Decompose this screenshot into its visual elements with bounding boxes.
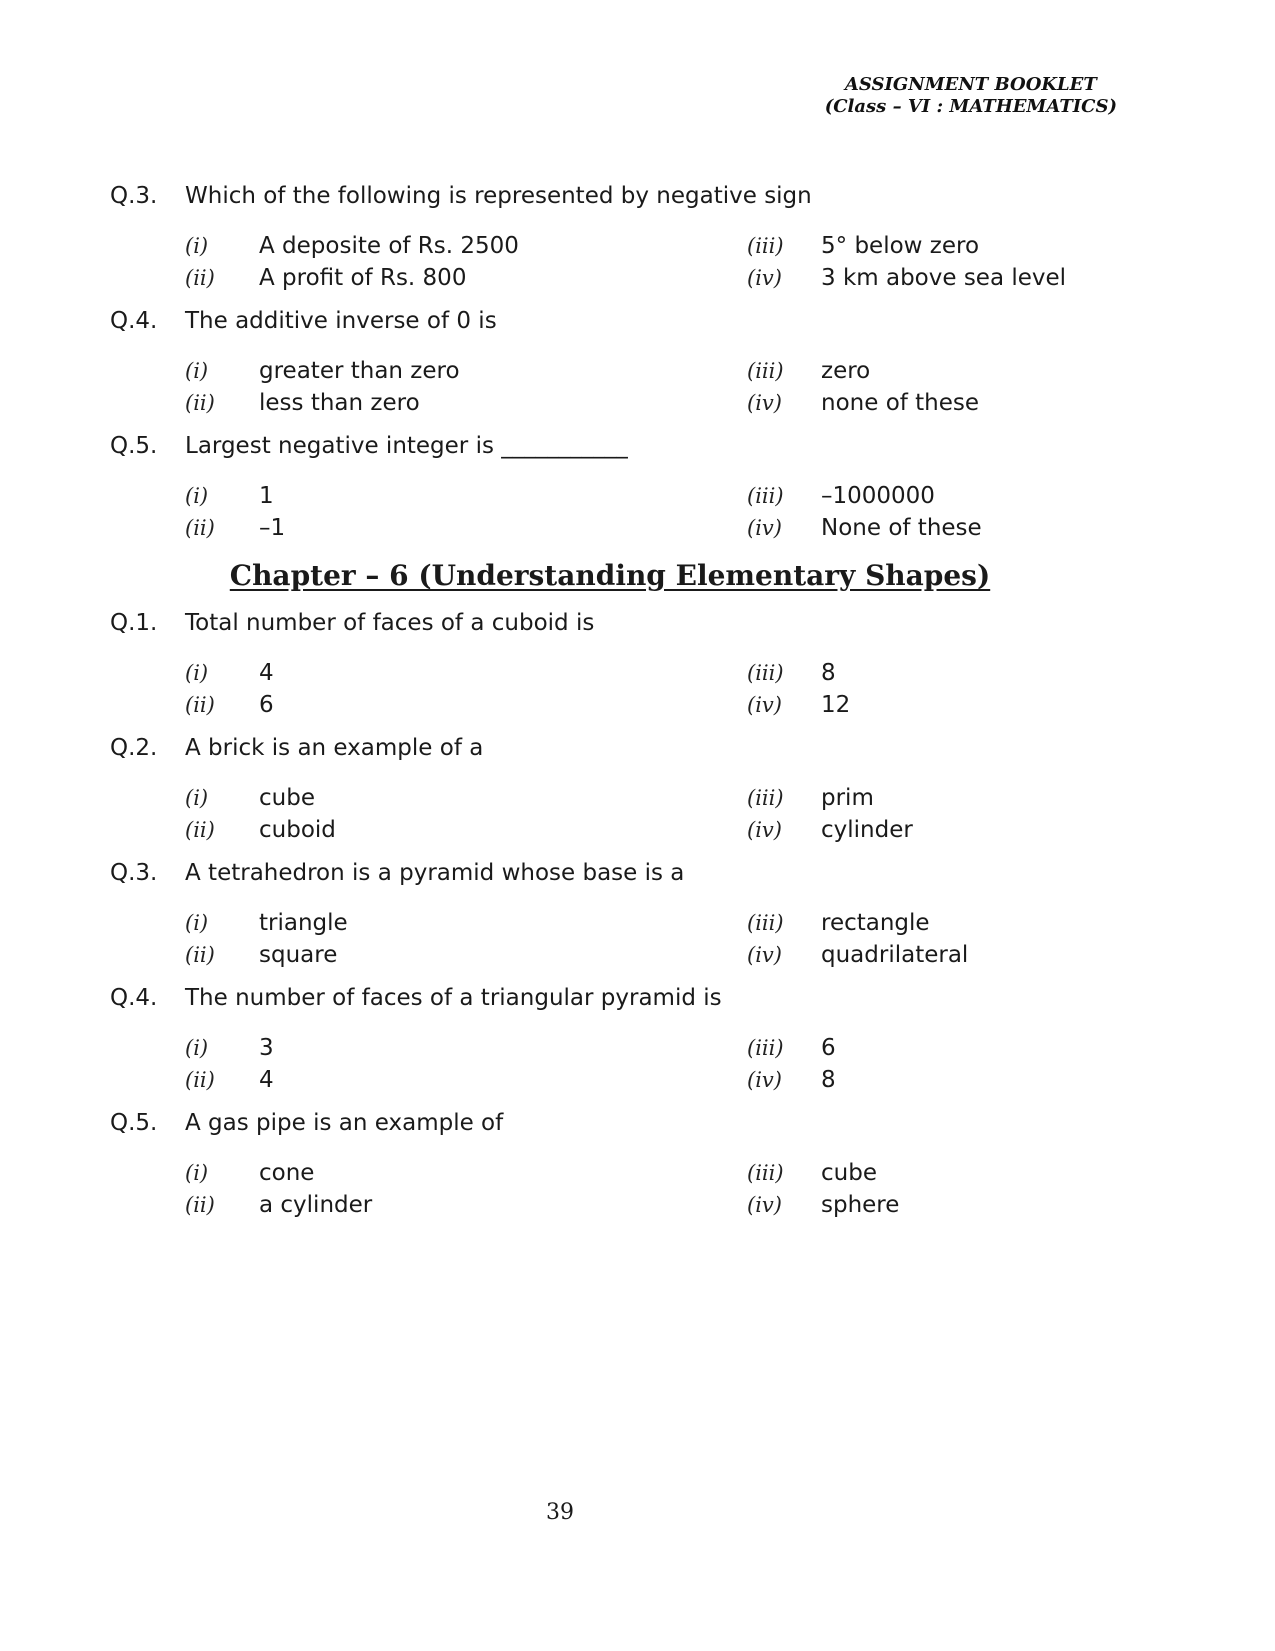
option-text: a cylinder bbox=[259, 1192, 373, 1218]
option-number: (iii) bbox=[747, 911, 784, 935]
option-text: None of these bbox=[821, 515, 982, 541]
options-grid bbox=[110, 782, 1110, 846]
option-number: (i) bbox=[185, 234, 209, 258]
question bbox=[110, 983, 1110, 1013]
question-text: A brick is an example of a bbox=[185, 735, 484, 761]
question-item bbox=[110, 608, 1110, 721]
option-text: –1000000 bbox=[821, 483, 935, 509]
header-title: ASSIGNMENT BOOKLET bbox=[844, 74, 1097, 95]
option-number: (i) bbox=[185, 911, 209, 935]
option-text: less than zero bbox=[259, 390, 420, 416]
option-text: cube bbox=[821, 1160, 877, 1186]
question-number: Q.5. bbox=[110, 433, 158, 459]
option-number: (ii) bbox=[185, 693, 215, 717]
question-item bbox=[110, 733, 1110, 846]
options-grid bbox=[110, 1032, 1110, 1096]
option-number: (iv) bbox=[747, 693, 782, 717]
question-number: Q.2. bbox=[110, 735, 158, 761]
option-text: cuboid bbox=[259, 817, 336, 843]
option-number: (i) bbox=[185, 484, 209, 508]
option-number: (ii) bbox=[185, 1193, 215, 1217]
chapter-heading: Chapter – 6 (Understanding Elementary Shapes) bbox=[229, 559, 991, 592]
option-text: square bbox=[259, 942, 338, 968]
question-text: A gas pipe is an example of bbox=[185, 1110, 504, 1136]
option-number: (iv) bbox=[747, 943, 782, 967]
option-text: A profit of Rs. 800 bbox=[259, 265, 467, 291]
option-text: 4 bbox=[259, 1067, 274, 1093]
options-grid bbox=[110, 907, 1110, 971]
question-text: The additive inverse of 0 is bbox=[185, 308, 497, 334]
option-text: –1 bbox=[259, 515, 286, 541]
option-number: (iii) bbox=[747, 661, 784, 685]
question-text: Largest negative integer is ___________ bbox=[185, 433, 628, 459]
page-content bbox=[110, 181, 1110, 1233]
option-number: (iii) bbox=[747, 484, 784, 508]
option-text: 5° below zero bbox=[821, 233, 980, 259]
header-subtitle: (Class – VI : MATHEMATICS) bbox=[824, 96, 1117, 117]
question-block-1 bbox=[110, 181, 1110, 544]
question-number: Q.3. bbox=[110, 860, 158, 886]
question-item bbox=[110, 858, 1110, 971]
option-number: (iv) bbox=[747, 1068, 782, 1092]
question bbox=[110, 858, 1110, 888]
option-text: 1 bbox=[259, 483, 274, 509]
option-number: (i) bbox=[185, 1036, 209, 1060]
option-text: greater than zero bbox=[259, 358, 460, 384]
options-grid bbox=[110, 657, 1110, 721]
question bbox=[110, 431, 1110, 461]
option-number: (i) bbox=[185, 359, 209, 383]
option-text: 8 bbox=[821, 1067, 836, 1093]
option-text: rectangle bbox=[821, 910, 930, 936]
question bbox=[110, 306, 1110, 336]
option-number: (iv) bbox=[747, 1193, 782, 1217]
option-text: 3 km above sea level bbox=[821, 265, 1067, 291]
option-text: sphere bbox=[821, 1192, 900, 1218]
question-item bbox=[110, 431, 1110, 544]
page-number: 39 bbox=[546, 1500, 574, 1525]
question-item bbox=[110, 983, 1110, 1096]
option-number: (iii) bbox=[747, 359, 784, 383]
option-number: (iv) bbox=[747, 818, 782, 842]
option-text: cone bbox=[259, 1160, 315, 1186]
option-text: 3 bbox=[259, 1035, 274, 1061]
option-text: 12 bbox=[821, 692, 851, 718]
option-text: quadrilateral bbox=[821, 942, 969, 968]
question bbox=[110, 733, 1110, 763]
option-number: (iv) bbox=[747, 391, 782, 415]
option-text: triangle bbox=[259, 910, 348, 936]
option-number: (ii) bbox=[185, 818, 215, 842]
question bbox=[110, 1108, 1110, 1138]
option-number: (iii) bbox=[747, 1161, 784, 1185]
option-text: cube bbox=[259, 785, 315, 811]
option-number: (iii) bbox=[747, 234, 784, 258]
option-text: 6 bbox=[821, 1035, 836, 1061]
option-text: 4 bbox=[259, 660, 274, 686]
option-text: 8 bbox=[821, 660, 836, 686]
option-number: (i) bbox=[185, 1161, 209, 1185]
option-number: (iii) bbox=[747, 1036, 784, 1060]
option-number: (iii) bbox=[747, 786, 784, 810]
question-number: Q.4. bbox=[110, 985, 158, 1011]
option-text: prim bbox=[821, 785, 874, 811]
options-grid bbox=[110, 355, 1110, 419]
option-text: none of these bbox=[821, 390, 980, 416]
option-text: 6 bbox=[259, 692, 274, 718]
question bbox=[110, 181, 1110, 211]
question-text: Which of the following is represented by negative sign bbox=[185, 183, 812, 209]
question-number: Q.1. bbox=[110, 610, 158, 636]
question-number: Q.5. bbox=[110, 1110, 158, 1136]
option-number: (i) bbox=[185, 661, 209, 685]
options-grid bbox=[110, 480, 1110, 544]
option-number: (ii) bbox=[185, 1068, 215, 1092]
option-number: (ii) bbox=[185, 266, 215, 290]
option-number: (iv) bbox=[747, 516, 782, 540]
option-text: zero bbox=[821, 358, 871, 384]
question-item bbox=[110, 306, 1110, 419]
booklet-header bbox=[825, 74, 1117, 118]
options-grid bbox=[110, 1157, 1110, 1221]
option-number: (iv) bbox=[747, 266, 782, 290]
option-number: (ii) bbox=[185, 516, 215, 540]
option-number: (i) bbox=[185, 786, 209, 810]
question bbox=[110, 608, 1110, 638]
question-text: Total number of faces of a cuboid is bbox=[185, 610, 595, 636]
question-block-2 bbox=[110, 608, 1110, 1221]
question-number: Q.3. bbox=[110, 183, 158, 209]
question-text: A tetrahedron is a pyramid whose base is a bbox=[185, 860, 685, 886]
option-text: cylinder bbox=[821, 817, 913, 843]
question-number: Q.4. bbox=[110, 308, 158, 334]
option-text: A deposite of Rs. 2500 bbox=[259, 233, 519, 259]
question-item bbox=[110, 181, 1110, 294]
question-item bbox=[110, 1108, 1110, 1221]
question-text: The number of faces of a triangular pyramid is bbox=[185, 985, 722, 1011]
option-number: (ii) bbox=[185, 943, 215, 967]
option-number: (ii) bbox=[185, 391, 215, 415]
options-grid bbox=[110, 230, 1110, 294]
